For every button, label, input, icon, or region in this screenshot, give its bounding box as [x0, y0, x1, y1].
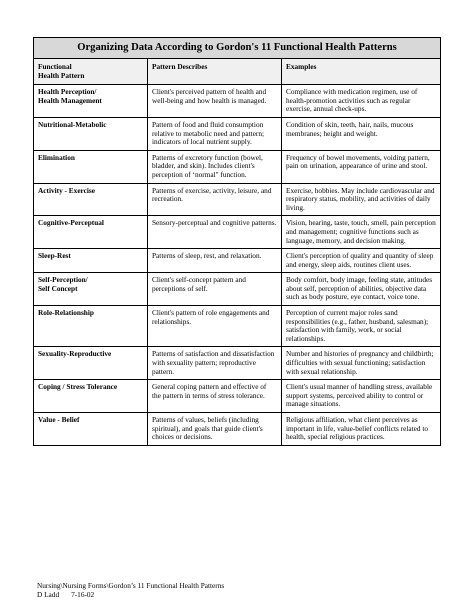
pattern-describes-cell: Patterns of excretory function (bowel, bladder, and skin). Includes client's perception of ‘normal" function.	[148, 150, 282, 183]
pattern-name-cell	[34, 150, 148, 183]
table-row	[34, 347, 441, 380]
table-row	[34, 306, 441, 347]
pattern-name-cell	[34, 380, 148, 413]
examples-cell: Client's usual manner of handling stress, available support systems, perceived ability to control or manage situations.	[282, 380, 441, 413]
footer-author-line	[37, 590, 224, 599]
footer	[37, 581, 224, 599]
footer-path: Nursing\Nursing Forms\Gordon’s 11 Functional Health Patterns	[37, 581, 225, 590]
pattern-name-line: Nutritional-Metabolic	[38, 119, 107, 129]
examples-cell: Compliance with medication regimen, use of health-promotion activities such as regular exercise, annual check-ups.	[282, 85, 441, 118]
examples-cell: Vision, hearing, taste, touch, smell, pain perception and management; cognitive functions such as language, memory, and decision making.	[282, 216, 441, 249]
pattern-name-cell	[34, 347, 148, 380]
pattern-name-cell	[34, 216, 148, 249]
pattern-name-line: Elimination	[38, 152, 75, 162]
table-row	[34, 380, 441, 413]
document	[33, 37, 440, 446]
pattern-describes-cell: Patterns of values, beliefs (including spiritual), and goals that guide client's choices or decisions.	[148, 413, 282, 446]
table-row	[34, 413, 441, 446]
column-header-describes: Pattern Describes	[148, 59, 282, 85]
pattern-describes-cell: Client's pattern of role engagements and relationships.	[148, 306, 282, 347]
table-row	[34, 150, 441, 183]
table-title: Organizing Data According to Gordon's 11 Functional Health Patterns	[34, 38, 441, 59]
pattern-describes-cell: Pattern of food and fluid consumption relative to metabolic need and pattern; indicators of local nutrient supply.	[148, 117, 282, 150]
pattern-name-line: Self-Perception/	[38, 275, 88, 285]
pattern-name-cell	[34, 85, 148, 118]
examples-cell: Condition of skin, teeth, hair, nails, mucous membranes; height and weight.	[282, 117, 441, 150]
pattern-describes-cell: Patterns of exercise, activity, leisure, and recreation.	[148, 183, 282, 216]
table-row	[34, 85, 441, 118]
pattern-name-line: Role-Relationship	[38, 308, 94, 318]
column-header-row	[34, 59, 441, 85]
examples-cell: Religious affiliation, what client perceives as important in life, value-belief conflicts related to health, special religious practices.	[282, 413, 441, 446]
pattern-describes-cell: Patterns of satisfaction and dissatisfaction with sexuality pattern; reproductive pattern.	[148, 347, 282, 380]
pattern-describes-cell: Client's self-concept pattern and perceptions of self.	[148, 273, 282, 306]
column-header-pattern-line: Health Pattern	[38, 70, 85, 80]
footer-date: 7-16-02	[71, 590, 95, 599]
column-header-pattern-line: Functional	[38, 62, 72, 71]
table-row	[34, 249, 441, 273]
pattern-name-line: Sexuality-Reproductive	[38, 349, 112, 359]
pattern-describes-cell: General coping pattern and effective of the pattern in terms of stress tolerance.	[148, 380, 282, 413]
examples-cell: Perception of current major roles sand responsibilities (e.g., father, husband, salesman); satisfaction with family, work, or social relationships.	[282, 306, 441, 347]
examples-cell: Body comfort, body image, feeling state, attitudes about self, perception of abilities, objective data such as body posture, eye contact, voice tone.	[282, 273, 441, 306]
pattern-name-cell	[34, 249, 148, 273]
pattern-name-line: Activity - Exercise	[38, 185, 96, 195]
column-header-pattern	[34, 59, 148, 85]
pattern-name-line: Coping / Stress Tolerance	[38, 382, 118, 392]
pattern-name-cell	[34, 413, 148, 446]
pattern-name-line: Value - Belief	[38, 415, 80, 424]
table-row	[34, 117, 441, 150]
pattern-name-line: Health Perception/	[38, 87, 97, 97]
pattern-describes-cell: Patterns of sleep, rest, and relaxation.	[148, 249, 282, 273]
pattern-name-line: Health Management	[38, 95, 102, 105]
examples-cell: Client's perception of quality and quantity of sleep and energy, sleep aids, routines client uses.	[282, 249, 441, 273]
examples-cell: Frequency of bowel movements, voiding pattern, pain on urination, appearance of urine and stool.	[282, 150, 441, 183]
pattern-name-cell	[34, 117, 148, 150]
pattern-name-line: Self Concept	[38, 283, 78, 293]
pattern-describes-cell: Client's perceived pattern of health and well-being and how health is managed.	[148, 85, 282, 118]
pattern-name-cell	[34, 273, 148, 306]
table-row	[34, 183, 441, 216]
table-row	[34, 273, 441, 306]
pattern-name-line: Sleep-Rest	[38, 251, 71, 261]
pattern-name-cell	[34, 306, 148, 347]
pattern-describes-cell: Sensory-perceptual and cognitive patterns.	[148, 216, 282, 249]
examples-cell: Exercise, hobbies. May include cardiovascular and respiratory status, mobility, and activities of daily living.	[282, 183, 441, 216]
column-header-examples: Examples	[282, 59, 441, 85]
health-patterns-table	[33, 37, 441, 446]
table-row	[34, 216, 441, 249]
pattern-name-cell	[34, 183, 148, 216]
pattern-name-line: Cognitive-Perceptual	[38, 218, 104, 228]
footer-author: D Ladd	[37, 590, 60, 599]
examples-cell: Number and histories of pregnancy and childbirth; difficulties with sexual functioning; satisfaction with sexual relationship.	[282, 347, 441, 380]
